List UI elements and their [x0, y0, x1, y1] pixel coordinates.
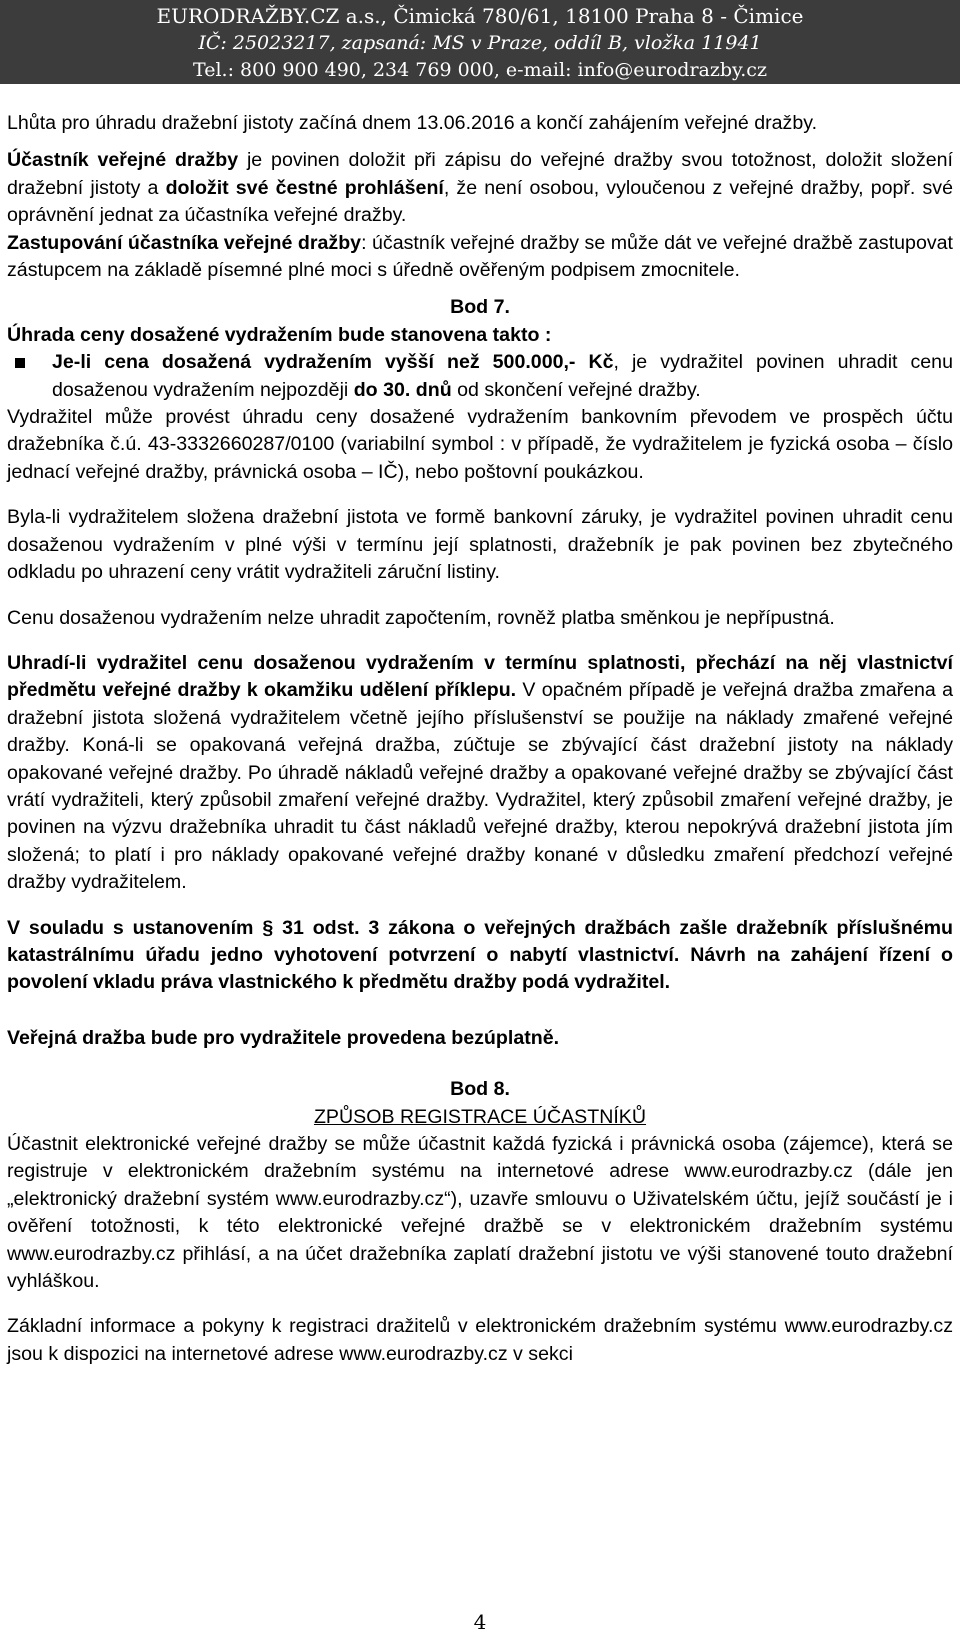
bank-guarantee-paragraph: Byla-li vydražitelem složena dražební jistota ve formě bankovní záruky, je vydražitel povinen uhradit cenu dosaženou vydražením v plné výši v termínu její splatnosti, dražebník je pak povinen bez zbytečného odkladu po uhrazení ceny vrátit vydražiteli záruční listiny.: [7, 506, 953, 584]
bullet-square-icon: [15, 358, 25, 368]
payment-deadline: do 30. dnů: [353, 378, 452, 401]
registration-paragraph: Účastnit elektronické veřejné dražby se může účastnit každá fyzická i právnická osoba (zájemce), která se registruje v elektronickém dražebním systému na internetové adrese www.eurodrazby.cz (dále jen „elektronický dražební systém www.eurodrazby.cz“), uzavře smlouvu o Uživatelském účtu, jejíž součástí je i ověření totožnosti, k této elektronické veřejné dražbě se v elektronickém dražebním systému www.eurodrazby.cz přihlásí, a na účet dražebníka zaplatí dražební jistotu ve výši stanovené touto dražební vyhláškou.: [7, 1133, 953, 1293]
payment-bullet-text: [52, 349, 953, 404]
payment-bullet-text-1: , je vydražitel povinen uhradit cenu dosaženou vydražením nejpozději: [52, 351, 953, 401]
payment-threshold: Je-li cena dosažená vydražením vyšší než 500.000,- Kč: [52, 351, 614, 374]
ownership-bold: Uhradí-li vydražitel cenu dosaženou vydražením v termínu splatnosti, přechází na něj vlastnictví předmětu veřejné dražby k okamžiku udělení příklepu.: [7, 651, 953, 702]
section-8-number: [7, 1076, 953, 1103]
representation-text: : účastník veřejné dražby se může dát ve veřejné dražbě zastupovat zástupcem na základě písemné plné moci s úředně ověřeným podpisem zmocnitele.: [7, 231, 953, 282]
cadastre-paragraph: [7, 915, 953, 997]
section-7-number: [7, 294, 953, 321]
payment-bullet: [15, 349, 953, 404]
letterhead: [0, 0, 960, 84]
representation-paragraph: [7, 230, 953, 285]
info-paragraph: Základní informace a pokyny k registraci dražitelů v elektronickém dražebním systému www.eurodrazby.cz jsou k dispozici na internetové adrese www.eurodrazby.cz v sekci: [7, 1315, 953, 1365]
deposit-period-paragraph: Lhůta pro úhradu dražební jistoty začíná dnem 13.06.2016 a končí zahájením veřejné dražby.: [7, 112, 818, 134]
payment-bullet-text-2: od skončení veřejné dražby.: [451, 378, 701, 401]
letterhead-registration: IČ: 25023217, zapsaná: MS v Praze, oddíl B, vložka 11941: [198, 32, 762, 54]
free-of-charge-text: Veřejná dražba bude pro vydražitele provedena bezúplatně.: [7, 1026, 560, 1049]
participant-duties-text: je povinen doložit při zápisu do veřejné dražby svou totožnost, doložit složení dražební jistoty a: [7, 149, 953, 199]
letterhead-contact: Tel.: 800 900 490, 234 769 000, e-mail: info@eurodrazby.cz: [193, 59, 767, 81]
participant-duties-text-2: , že není osobou, vyloučenou z veřejné dražby, popř. své oprávnění jednat za účastníka veřejné dražby.: [7, 176, 953, 227]
cadastre-text: V souladu s ustanovením § 31 odst. 3 zákona o veřejných dražbách zašle dražebník příslušnému katastrálnímu úřadu jedno vyhotovení potvrzení o nabytí vlastnictví. Návrh na zahájení řízení o povolení vkladu práva vlastnického k předmětu dražby podá vydražitel.: [7, 916, 953, 994]
participant-duties-paragraph: [7, 147, 953, 229]
bank-transfer-paragraph: Vydražitel může provést úhradu ceny dosažené vydražením bankovním převodem ve prospěch účtu dražebníka č.ú. 43-3332660287/0100 (variabilní symbol : v případě, že vydražitelem je fyzická osoba – číslo jednací veřejné dražby, právnická osoba – IČ), nebo poštovní poukázkou.: [7, 406, 953, 483]
participant-duties-bold: Účastník veřejné dražby: [7, 149, 239, 172]
document-body: [7, 110, 953, 1368]
section-8-label: Bod 8.: [450, 1078, 510, 1101]
section-8-title: [7, 1104, 953, 1131]
ownership-paragraph: [7, 650, 953, 897]
declaration-bold: doložit své čestné prohlášení: [165, 176, 444, 199]
section-7-subtitle: [7, 322, 953, 349]
section-8-title-text: ZPŮSOB REGISTRACE ÚČASTNÍKŮ: [313, 1105, 647, 1128]
section-7-subtitle-text: Úhrada ceny dosažené vydražením bude stanovena takto :: [7, 323, 552, 346]
representation-heading: Zastupování účastníka veřejné dražby: [7, 231, 362, 254]
section-7-label: Bod 7.: [450, 296, 510, 319]
free-of-charge-paragraph: [7, 1025, 953, 1052]
ownership-text: V opačném případě je veřejná dražba zmařena a dražební jistota složená vydražitelem včetně jejího příslušenství se použije na náklady zmařené veřejné dražby. Koná-li se opakovaná veřejná dražba, zúčtuje se zbývající část dražební jistoty na náklady opakované veřejné dražby. Po úhradě nákladů veřejné dražby a opakované veřejné dražby se zbývající část vrátí vydražiteli, který způsobil zmaření veřejné dražby. Vydražitel, který způsobil zmaření veřejné dražby, je povinen na výzvu dražebníka uhradit tu část nákladů veřejné dražby, kterou nepokrývá dražební jistota jím složená; to platí i pro náklady opakované veřejné dražby konané v důsledku zmaření předchozí veřejné dražby vydražitelem.: [7, 679, 953, 894]
offset-paragraph: Cenu dosaženou vydražením nelze uhradit započtením, rovněž platba směnkou je nepřípustná.: [7, 606, 835, 629]
letterhead-company: EURODRAŽBY.CZ a.s., Čimická 780/61, 18100 Praha 8 - Čimice: [156, 4, 804, 28]
page-number: 4: [473, 1610, 487, 1634]
